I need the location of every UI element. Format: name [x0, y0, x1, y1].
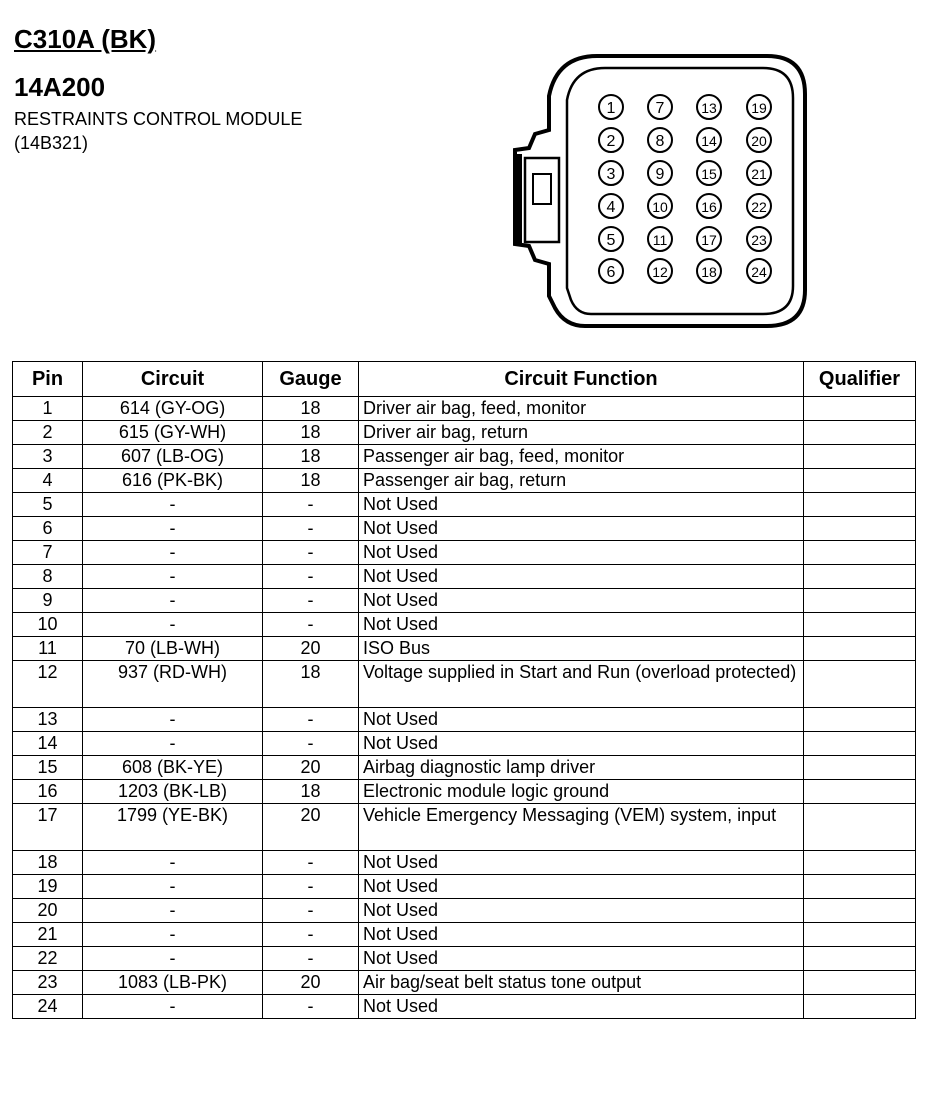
pin-number: 24 [751, 264, 767, 280]
table-row [13, 804, 916, 851]
col-header-pin: Pin [13, 362, 83, 397]
gauge-cell: - [263, 613, 359, 637]
circuit-cell: 1799 (YE-BK) [83, 804, 263, 851]
table-row [13, 445, 916, 469]
gauge-cell: 20 [263, 637, 359, 661]
function-cell: Voltage supplied in Start and Run (overload protected) [359, 661, 804, 708]
table-row [13, 469, 916, 493]
gauge-cell: - [263, 589, 359, 613]
circuit-cell: - [83, 947, 263, 971]
table-row [13, 780, 916, 804]
gauge-cell: 18 [263, 780, 359, 804]
pin-number: 7 [655, 100, 665, 117]
qualifier-cell [804, 397, 916, 421]
circuit-cell: - [83, 875, 263, 899]
gauge-cell: - [263, 517, 359, 541]
pin-cell: 20 [13, 899, 83, 923]
table-row [13, 517, 916, 541]
qualifier-cell [804, 708, 916, 732]
function-cell: Not Used [359, 947, 804, 971]
pin-number: 22 [751, 199, 767, 215]
gauge-cell: - [263, 541, 359, 565]
function-cell: Not Used [359, 565, 804, 589]
circuit-cell: - [83, 493, 263, 517]
gauge-cell: 20 [263, 804, 359, 851]
table-row [13, 947, 916, 971]
table-row [13, 875, 916, 899]
pin-number: 3 [606, 166, 616, 183]
circuit-cell: 615 (GY-WH) [83, 421, 263, 445]
pin-cell: 16 [13, 780, 83, 804]
pin-cell: 10 [13, 613, 83, 637]
circuit-cell: 607 (LB-OG) [83, 445, 263, 469]
table-row [13, 851, 916, 875]
pin-cell: 7 [13, 541, 83, 565]
circuit-cell: - [83, 851, 263, 875]
function-cell: Not Used [359, 851, 804, 875]
table-row [13, 397, 916, 421]
qualifier-cell [804, 804, 916, 851]
pin-number: 11 [652, 232, 668, 248]
qualifier-cell [804, 541, 916, 565]
latch-tab [533, 174, 551, 204]
pin-cell: 18 [13, 851, 83, 875]
col-header-gauge: Gauge [263, 362, 359, 397]
pin-number: 16 [701, 199, 717, 215]
qualifier-cell [804, 661, 916, 708]
function-cell: Not Used [359, 517, 804, 541]
pin-cell: 23 [13, 971, 83, 995]
function-cell: Not Used [359, 493, 804, 517]
function-cell: ISO Bus [359, 637, 804, 661]
function-cell: Not Used [359, 923, 804, 947]
pin-number: 17 [701, 232, 717, 248]
pin-cell: 15 [13, 756, 83, 780]
table-row [13, 589, 916, 613]
pin-number: 8 [655, 133, 665, 150]
module-name: RESTRAINTS CONTROL MODULE [14, 109, 303, 129]
pin-number: 5 [606, 232, 616, 249]
qualifier-cell [804, 493, 916, 517]
function-cell: Driver air bag, return [359, 421, 804, 445]
pin-cell: 19 [13, 875, 83, 899]
col-header-circuit: Circuit [83, 362, 263, 397]
pin-cell: 8 [13, 565, 83, 589]
qualifier-cell [804, 613, 916, 637]
circuit-cell: - [83, 923, 263, 947]
pin-cell: 22 [13, 947, 83, 971]
gauge-cell: - [263, 899, 359, 923]
gauge-cell: - [263, 923, 359, 947]
connector-title: C310A (BK) [14, 24, 157, 54]
circuit-cell: - [83, 565, 263, 589]
pin-number: 9 [655, 166, 665, 183]
function-cell: Vehicle Emergency Messaging (VEM) system, input [359, 804, 804, 851]
qualifier-cell [804, 875, 916, 899]
table-row [13, 637, 916, 661]
qualifier-cell [804, 565, 916, 589]
circuit-cell: - [83, 708, 263, 732]
function-cell: Not Used [359, 875, 804, 899]
function-cell: Not Used [359, 995, 804, 1019]
pin-cell: 21 [13, 923, 83, 947]
table-row [13, 899, 916, 923]
qualifier-cell [804, 732, 916, 756]
table-row [13, 421, 916, 445]
qualifier-cell [804, 899, 916, 923]
pin-cell: 9 [13, 589, 83, 613]
table-row [13, 565, 916, 589]
function-cell: Passenger air bag, return [359, 469, 804, 493]
table-row [13, 971, 916, 995]
connector-face-diagram [505, 50, 815, 332]
gauge-cell: 18 [263, 445, 359, 469]
gauge-cell: - [263, 947, 359, 971]
gauge-cell: 20 [263, 971, 359, 995]
pin-number: 2 [606, 133, 616, 150]
pin-number: 20 [751, 133, 767, 149]
table-row [13, 995, 916, 1019]
circuit-cell: 937 (RD-WH) [83, 661, 263, 708]
pin-cell: 5 [13, 493, 83, 517]
table-row [13, 661, 916, 708]
circuit-cell: - [83, 995, 263, 1019]
function-cell: Not Used [359, 708, 804, 732]
pin-cell: 24 [13, 995, 83, 1019]
function-cell: Not Used [359, 541, 804, 565]
module-code: (14B321) [14, 133, 89, 153]
pin-number: 13 [701, 100, 717, 116]
pin-number: 19 [751, 100, 767, 116]
function-cell: Not Used [359, 732, 804, 756]
pin-number: 21 [751, 166, 767, 182]
pin-number: 4 [606, 199, 616, 216]
table-row [13, 708, 916, 732]
function-cell: Driver air bag, feed, monitor [359, 397, 804, 421]
pin-cell: 6 [13, 517, 83, 541]
gauge-cell: 18 [263, 397, 359, 421]
latch-body [525, 158, 559, 242]
gauge-cell: - [263, 995, 359, 1019]
gauge-cell: - [263, 565, 359, 589]
pin-cell: 17 [13, 804, 83, 851]
gauge-cell: 18 [263, 469, 359, 493]
pin-number: 23 [751, 232, 767, 248]
pin-cell: 1 [13, 397, 83, 421]
circuit-cell: 608 (BK-YE) [83, 756, 263, 780]
qualifier-cell [804, 923, 916, 947]
qualifier-cell [804, 421, 916, 445]
function-cell: Electronic module logic ground [359, 780, 804, 804]
pin-number: 15 [701, 166, 717, 182]
gauge-cell: - [263, 708, 359, 732]
pin-number: 1 [606, 100, 616, 117]
pin-number: 10 [652, 199, 668, 215]
circuit-cell: 614 (GY-OG) [83, 397, 263, 421]
qualifier-cell [804, 589, 916, 613]
pin-number: 6 [606, 264, 616, 281]
circuit-cell: 616 (PK-BK) [83, 469, 263, 493]
circuit-cell: 70 (LB-WH) [83, 637, 263, 661]
qualifier-cell [804, 637, 916, 661]
gauge-cell: 20 [263, 756, 359, 780]
circuit-cell: - [83, 541, 263, 565]
pin-cell: 11 [13, 637, 83, 661]
connector-pin-grid [599, 95, 771, 283]
pin-cell: 3 [13, 445, 83, 469]
pin-cell: 12 [13, 661, 83, 708]
module-description [14, 107, 302, 155]
qualifier-cell [804, 756, 916, 780]
pinout-table [12, 361, 916, 1019]
col-header-qualifier: Qualifier [804, 362, 916, 397]
circuit-cell: - [83, 899, 263, 923]
circuit-cell: 1203 (BK-LB) [83, 780, 263, 804]
gauge-cell: - [263, 875, 359, 899]
circuit-cell: - [83, 589, 263, 613]
qualifier-cell [804, 851, 916, 875]
function-cell: Not Used [359, 899, 804, 923]
circuit-cell: - [83, 732, 263, 756]
qualifier-cell [804, 947, 916, 971]
qualifier-cell [804, 445, 916, 469]
pin-cell: 13 [13, 708, 83, 732]
gauge-cell: - [263, 732, 359, 756]
circuit-cell: - [83, 613, 263, 637]
pin-number: 18 [701, 264, 717, 280]
pin-number: 12 [652, 264, 668, 280]
gauge-cell: 18 [263, 661, 359, 708]
function-cell: Passenger air bag, feed, monitor [359, 445, 804, 469]
qualifier-cell [804, 995, 916, 1019]
gauge-cell: - [263, 851, 359, 875]
table-row [13, 732, 916, 756]
table-row [13, 756, 916, 780]
pin-cell: 14 [13, 732, 83, 756]
pin-cell: 2 [13, 421, 83, 445]
qualifier-cell [804, 517, 916, 541]
function-cell: Not Used [359, 613, 804, 637]
table-row [13, 493, 916, 517]
part-number: 14A200 [14, 72, 106, 102]
qualifier-cell [804, 780, 916, 804]
qualifier-cell [804, 469, 916, 493]
function-cell: Not Used [359, 589, 804, 613]
function-cell: Airbag diagnostic lamp driver [359, 756, 804, 780]
col-header-function: Circuit Function [359, 362, 804, 397]
table-row [13, 613, 916, 637]
pin-number: 14 [701, 133, 717, 149]
circuit-cell: 1083 (LB-PK) [83, 971, 263, 995]
circuit-cell: - [83, 517, 263, 541]
qualifier-cell [804, 971, 916, 995]
function-cell: Air bag/seat belt status tone output [359, 971, 804, 995]
table-row [13, 541, 916, 565]
table-header-row [13, 362, 916, 397]
gauge-cell: 18 [263, 421, 359, 445]
gauge-cell: - [263, 493, 359, 517]
table-row [13, 923, 916, 947]
pin-cell: 4 [13, 469, 83, 493]
